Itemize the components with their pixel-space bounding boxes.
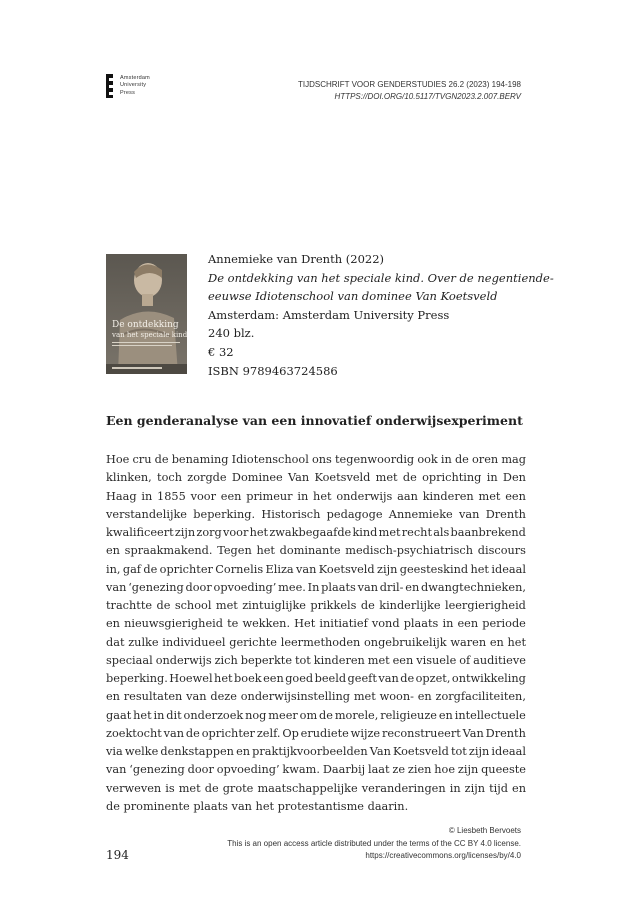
body-word: via (106, 745, 123, 758)
body-word: beeld (314, 672, 347, 685)
body-word: zulke (128, 635, 159, 649)
body-word: en (106, 544, 120, 558)
body-word: het (249, 526, 269, 539)
body-word: met (215, 599, 238, 612)
body-word: in (440, 453, 452, 466)
logo-mark-icon (106, 74, 113, 98)
body-word: individueel (162, 635, 226, 649)
body-word: maatschappelijke (257, 781, 358, 795)
body-word: verstandelijke (106, 507, 187, 521)
body-word: kwam. (282, 763, 320, 777)
body-word: tot (294, 653, 311, 667)
body-word: de (204, 781, 219, 795)
license-link[interactable]: https://creativecommons.org/licenses/by/4.0 (365, 851, 521, 860)
body-line (106, 597, 526, 615)
body-word: mag (501, 453, 526, 466)
body-line (106, 707, 526, 725)
body-word: van (357, 580, 379, 594)
body-word: visuele (416, 653, 457, 667)
body-word: grote (222, 781, 254, 795)
body-word: primeur (246, 489, 293, 503)
body-line (106, 725, 526, 743)
body-word: in (449, 781, 461, 795)
body-word: ‘genezing (129, 763, 185, 777)
body-word: medisch-psychiatrisch (345, 544, 474, 558)
body-word: Koetsveld (392, 745, 449, 758)
body-word: in (442, 617, 454, 631)
body-word: kinderen (313, 653, 365, 667)
body-word: tijd (489, 781, 508, 795)
body-line (106, 615, 526, 633)
body-word: en (236, 745, 251, 758)
body-line (106, 524, 526, 542)
cover-title (112, 320, 187, 340)
body-word: zelf. (256, 726, 281, 740)
body-word: trachtte (106, 599, 153, 612)
body-word: de (454, 453, 469, 466)
body-word: en (438, 708, 453, 722)
body-word: tot (450, 745, 467, 758)
body-line (106, 561, 526, 579)
body-word: leermethoden (280, 635, 361, 649)
body-word: de (400, 672, 415, 685)
body-line (106, 634, 526, 652)
body-word: kinderlijke (379, 599, 441, 612)
body-word: zijn (468, 745, 490, 758)
body-word: de (185, 726, 200, 740)
body-word: recht (401, 526, 432, 539)
copyright-notice: © Liesbeth Bervoets (448, 826, 521, 835)
body-word: benaming (171, 453, 229, 466)
body-word: ‘genezing (128, 580, 184, 594)
book-cover-image (106, 254, 187, 374)
publisher-logo-text (120, 75, 150, 97)
body-word: zich (214, 653, 238, 667)
body-word: prikkels (310, 599, 357, 612)
body-word: van (186, 690, 207, 704)
body-word: en (106, 690, 120, 704)
body-word: wekken. (242, 617, 291, 631)
body-word: oren (472, 453, 499, 466)
body-word: tegenwoordig (335, 453, 415, 466)
body-word: laat (367, 763, 390, 777)
body-word: pedagoge (326, 507, 383, 521)
body-word: Drenth (485, 726, 526, 740)
body-word: met (378, 526, 401, 539)
body-word: cru (132, 453, 152, 466)
body-word: een (457, 617, 479, 631)
body-word: door (187, 763, 214, 777)
body-word: ontwikkeling (451, 672, 526, 685)
body-word: deze (210, 690, 237, 704)
body-word: gaat (106, 708, 132, 722)
page-number: 194 (106, 848, 129, 862)
body-word: in (297, 489, 309, 503)
body-word: plaats (321, 580, 356, 594)
body-word: leergierigheid (444, 599, 526, 612)
article-body (106, 451, 526, 816)
body-word: aan (397, 489, 418, 503)
body-word: religieuze (380, 708, 437, 722)
body-word: met (375, 471, 398, 485)
body-word: van (163, 726, 185, 740)
body-word: met (367, 653, 390, 667)
body-line (106, 688, 526, 706)
body-word: is (165, 781, 175, 795)
body-word: speciaal (106, 653, 153, 667)
body-word: de (156, 599, 171, 612)
body-word: zwakbegaafde (269, 526, 352, 539)
body-word: Haag (106, 489, 137, 503)
body-line (106, 469, 526, 487)
body-word: ideaal (491, 562, 526, 576)
body-word: nieuwsgierigheid (124, 617, 223, 631)
body-word: 1855 (157, 489, 186, 503)
body-word: door (185, 580, 212, 594)
body-word: boek (234, 672, 262, 685)
body-word: oprichter (159, 562, 213, 576)
body-word: onderwijs (155, 653, 212, 667)
license-statement: This is an open access article distributed under the terms of the CC BY 4.0 license. (227, 838, 521, 848)
body-word: de (402, 471, 417, 485)
body-word: spraakmakend. (124, 544, 213, 558)
cover-title-line: van het speciale kind (112, 331, 187, 339)
body-word: de (360, 599, 375, 612)
body-word: discours (477, 544, 526, 558)
body-word: auditieve (473, 653, 526, 667)
book-price: € 32 (208, 344, 234, 359)
body-line (106, 542, 526, 560)
body-word: gaf (122, 562, 141, 576)
body-word: ongebruikelijk (364, 635, 447, 649)
body-word: beperking. (106, 672, 168, 685)
body-word: zorgfaciliteiten, (435, 690, 526, 704)
body-word: verweven (106, 781, 162, 795)
body-word: dat (106, 635, 125, 649)
body-word: van (106, 763, 127, 777)
body-word: klinken, (106, 471, 152, 485)
body-word: of (459, 653, 471, 667)
body-word: ze (392, 763, 406, 777)
body-word: Idiotenschool (231, 453, 309, 466)
body-word: zoektocht (106, 726, 162, 740)
body-word: kinderen (422, 489, 474, 503)
body-word: school (174, 599, 212, 612)
body-word: Koetsveld (318, 562, 375, 576)
book-details (208, 250, 554, 380)
body-word: zijn (377, 562, 398, 576)
book-pages: 240 blz. (208, 326, 255, 341)
body-word: onderwijsinstelling (240, 690, 350, 704)
body-word: in (486, 471, 498, 485)
body-word: praktijkvoorbeelden (252, 745, 368, 758)
body-word: als (433, 526, 450, 539)
body-word: zijn (464, 781, 486, 795)
body-word: opvoeding’ (213, 580, 277, 594)
body-word: veranderingen (361, 781, 446, 795)
body-word: dit (166, 708, 182, 722)
body-word: Koetsveld (314, 471, 371, 485)
body-word: het (313, 489, 332, 503)
body-word: zien (407, 763, 432, 777)
body-word: dril- (379, 580, 404, 594)
body-word: en (417, 690, 432, 704)
body-word: Van (288, 471, 310, 485)
body-word: het (507, 635, 526, 649)
body-word: het (470, 562, 489, 576)
body-word: welke (124, 745, 159, 758)
body-word: en (405, 580, 420, 594)
logo-line: Amsterdam (120, 75, 150, 81)
body-word: baanbrekend (450, 526, 526, 539)
body-word: opvoeding’ (216, 763, 280, 777)
body-word: geesteskind (399, 562, 469, 576)
body-word: een (505, 489, 526, 503)
body-word: Hoe (106, 453, 130, 466)
body-word: van (106, 580, 127, 594)
body-word: nog (245, 708, 267, 722)
body-word: Tegen (217, 544, 252, 558)
body-word: Annemieke (388, 507, 453, 521)
body-line (106, 761, 526, 779)
body-line (106, 670, 526, 688)
body-line (106, 451, 526, 469)
body-word: periode (482, 617, 526, 631)
body-word: Historisch (261, 507, 321, 521)
body-word: toch (157, 471, 182, 485)
book-author-year: Annemieke van Drenth (2022) (208, 252, 385, 266)
body-word: intellectuele (454, 708, 526, 722)
body-word: Drenth (485, 507, 526, 521)
body-word: voor (190, 489, 216, 503)
body-word: beperking. (193, 507, 256, 521)
body-word: zorgde (187, 471, 227, 485)
body-line: de prominente plaats van het protestantisme daarin. (106, 799, 409, 813)
article-heading: Een genderanalyse van een innovatief onderwijsexperiment (106, 413, 523, 428)
body-word: en (106, 617, 120, 631)
body-word: meer (268, 708, 298, 722)
book-title-line: De ontdekking van het speciale kind. Over de negentiende- (208, 270, 554, 285)
cover-divider (112, 342, 180, 343)
body-word: een (220, 489, 242, 503)
body-word: opzet, (415, 672, 451, 685)
book-isbn: ISBN 9789463724586 (208, 363, 338, 378)
body-word: queeste (481, 763, 526, 777)
body-word: in (153, 708, 165, 722)
journal-header (298, 79, 521, 103)
body-word: zijn (457, 763, 479, 777)
body-word: zintuiglijke (242, 599, 306, 612)
body-word: om (299, 708, 318, 722)
body-word: van (296, 562, 317, 576)
body-word: oprichting (422, 471, 482, 485)
body-word: een (392, 653, 414, 667)
body-word: van (378, 672, 399, 685)
book-title-line: eeuwse Idiotenschool van dominee Van Koetsveld (208, 289, 498, 304)
body-word: kwalificeert (106, 526, 174, 539)
body-word: een (263, 672, 284, 685)
cover-portrait-icon (106, 254, 187, 374)
body-word: dominante (279, 544, 341, 558)
body-word: met (178, 781, 201, 795)
body-word: Cornelis (215, 562, 264, 576)
publisher-logo (106, 74, 166, 98)
body-word: gerichte (229, 635, 277, 649)
body-word: onderzoek (183, 708, 244, 722)
body-word: het (133, 708, 152, 722)
cover-author-bar (112, 367, 162, 369)
body-word: woon- (379, 690, 414, 704)
body-word: kind (352, 526, 378, 539)
cover-title-line: De ontdekking (112, 320, 179, 330)
body-word: plaats (403, 617, 439, 631)
body-line (106, 652, 526, 670)
body-word: de (154, 453, 169, 466)
body-word: en (512, 781, 526, 795)
body-word: Van (462, 726, 484, 740)
body-word: geeft (347, 672, 377, 685)
body-word: denkstappen (160, 745, 234, 758)
body-word: met (478, 489, 501, 503)
cover-divider (112, 345, 172, 346)
body-word: en (489, 635, 504, 649)
body-word: ook (417, 453, 438, 466)
body-word: in (141, 489, 153, 503)
license-footer (227, 825, 521, 863)
body-word: te (227, 617, 239, 631)
body-word: Op (282, 726, 299, 740)
body-word: Daarbij (322, 763, 366, 777)
body-word: ons (311, 453, 332, 466)
body-word: erudiete (300, 726, 349, 740)
logo-line: University (120, 82, 147, 89)
doi-link[interactable]: HTTPS://DOI.ORG/10.5117/TVGN2023.2.007.BERV (334, 92, 521, 101)
body-word: zorg (196, 526, 222, 539)
body-word: waren (450, 635, 487, 649)
body-word: resultaten (123, 690, 183, 704)
body-word: oprichter (201, 726, 255, 740)
body-word: wijze (350, 726, 381, 740)
body-line (106, 579, 526, 597)
body-word: mee. (278, 580, 306, 594)
body-word: Eliza (265, 562, 294, 576)
body-word: Dominee (231, 471, 283, 485)
body-word: beperkte (240, 653, 293, 667)
body-word: vond (371, 617, 400, 631)
body-word: het (214, 672, 233, 685)
body-word: morele, (334, 708, 379, 722)
body-word: ideaal (491, 745, 526, 758)
body-word: het (256, 544, 275, 558)
body-word: de (143, 562, 158, 576)
body-word: voor (223, 526, 249, 539)
body-word: initiatief (319, 617, 368, 631)
body-line (106, 488, 526, 506)
body-word: Van (369, 745, 391, 758)
body-word: reconstrueert (381, 726, 461, 740)
logo-line: Press (120, 89, 136, 96)
body-word: goed (285, 672, 314, 685)
book-publisher: Amsterdam: Amsterdam University Press (208, 307, 450, 322)
body-word: van (459, 507, 480, 521)
body-word: Het (294, 617, 316, 631)
body-word: hoe (434, 763, 456, 777)
journal-citation: TIJDSCHRIFT VOOR GENDERSTUDIES 26.2 (2023) 194-198 (297, 80, 521, 89)
body-word: de (319, 708, 333, 722)
body-word: zijn (174, 526, 196, 539)
body-word: in, (106, 562, 121, 576)
body-word: dwangtechnieken, (421, 580, 526, 594)
body-word: met (353, 690, 376, 704)
body-line (106, 780, 526, 798)
body-word: In (307, 580, 320, 594)
body-word: Den (502, 471, 526, 485)
body-line (106, 743, 526, 761)
body-line (106, 506, 526, 524)
body-word: Hoewel (169, 672, 213, 685)
body-word: onderwijs (336, 489, 393, 503)
